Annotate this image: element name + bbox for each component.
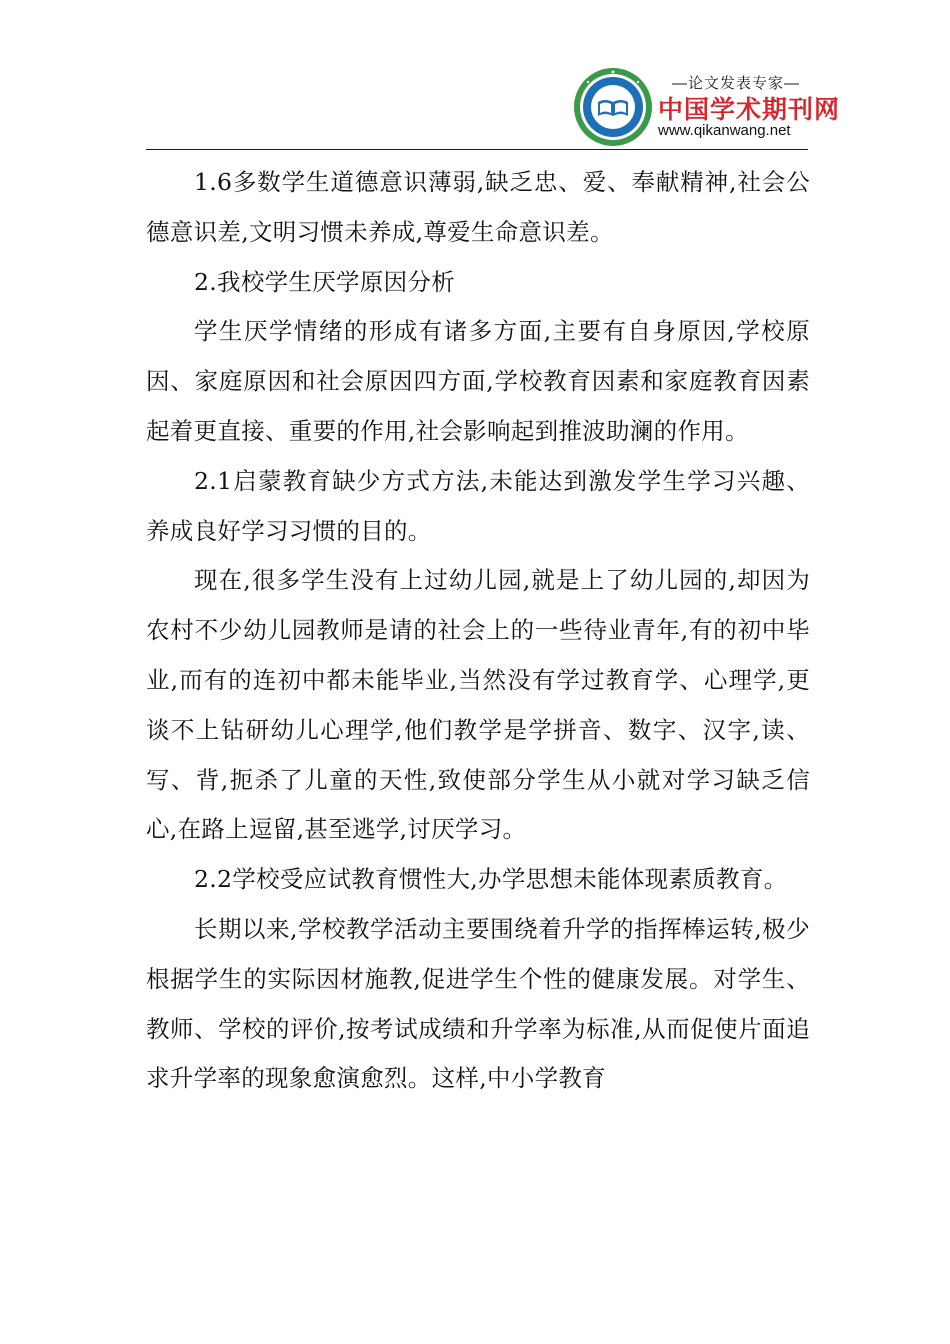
header-logo	[572, 66, 841, 148]
paragraph-kindergarten: 现在,很多学生没有上过幼儿园,就是上了幼儿园的,却因为农村不少幼儿园教师是请的社会上的一些待业青年,有的初中毕业,而有的连初中都未能毕业,当然没有学过教育学、心理学,更谈不上钻研幼儿心理学,他们教学是学拼音、数字、汉字,读、写、背,扼杀了儿童的天性,致使部分学生从小就对学习缺乏信心,在路上逗留,甚至逃学,讨厌学习。	[146, 566, 810, 844]
subheading-2-2: 2.2学校受应试教育惯性大,办学思想未能体现素质教育。	[194, 865, 788, 894]
seal-logo-icon	[572, 66, 654, 148]
paragraph-1-6-moral-awareness: 1.6多数学生道德意识薄弱,缺乏忠、爱、奉献精神,社会公德意识差,文明习惯未养成,尊爱生命意识差。	[146, 168, 810, 246]
header-divider	[146, 149, 808, 150]
document-body	[146, 158, 810, 1104]
logo-tagline: —论文发表专家—	[671, 75, 800, 92]
paragraph-causes-overview: 学生厌学情绪的形成有诸多方面,主要有自身原因,学校原因、家庭原因和社会原因四方面,学校教育因素和家庭教育因素起着更直接、重要的作用,社会影响起到推波助澜的作用。	[146, 317, 810, 445]
logo-text	[658, 66, 841, 148]
brand-name: 中国学术期刊网	[658, 95, 841, 124]
brand-url: www.qikanwang.net	[658, 122, 791, 139]
paragraph-exam-oriented: 长期以来,学校教学活动主要围绕着升学的指挥棒运转,极少根据学生的实际因材施教,促进学生个性的健康发展。对学生、教师、学校的评价,按考试成绩和升学率为标准,从而促使片面追求升学率的现象愈演愈烈。这样,中小学教育	[146, 914, 810, 1093]
subheading-2-1: 2.1启蒙教育缺少方式方法,未能达到激发学生学习兴趣、养成良好学习习惯的目的。	[146, 466, 810, 545]
section-heading-2: 2.我校学生厌学原因分析	[194, 267, 456, 296]
